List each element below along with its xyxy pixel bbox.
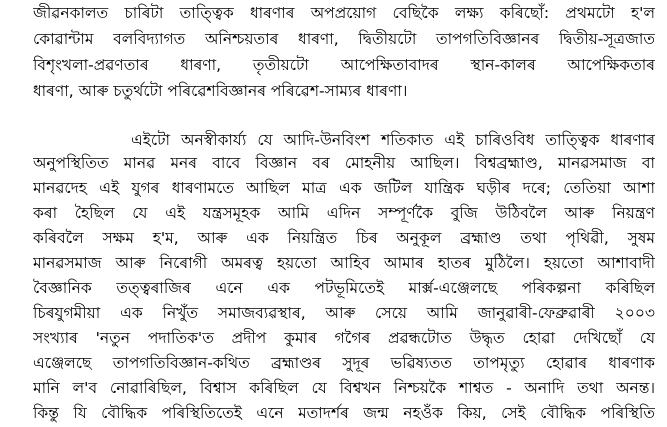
text-line: অনুপস্থিতিত মানৱ মনৰ বাবে বিজ্ঞান বৰ মোহনীয় আছিল। বিশ্বব্ৰহ্মাণ্ড, মানৱসমাজ বা (33, 154, 655, 172)
text-line: কিন্তু যি বৌদ্ধিক পৰিস্থিতিতেই এনে মতাদৰ্শৰ জন্ম নহওঁক কিয়, সেই বৌদ্ধিক পৰিস্থিতি (33, 404, 655, 422)
text-line: জীৱনকালত চাৰিটা তাত্ত্বিক ধাৰণাৰ অপপ্ৰয়োগ বেছিকৈ লক্ষ্য কৰিছোঁ: প্ৰথমটো হ'ল (33, 4, 655, 22)
text-line: বিশৃংখলা-প্ৰৱণতাৰ ধাৰণা, তৃতীয়টো আপেক্ষিতাবাদৰ স্থান-কালৰ আপেক্ষিকতাৰ (33, 56, 655, 74)
text-line: মানৱদেহ এই যুগৰ ধাৰণামতে আছিল মাত্ৰ এক জটিল যান্ত্ৰিক ঘড়ীৰ দৰে; তেতিয়া আশা (33, 179, 655, 197)
text-line: কৰা হৈছিল যে এই যন্ত্ৰসমূহক আমি এদিন সম্পূৰ্ণকৈ বুজি উঠিবলৈ আৰু নিয়ন্ত্ৰণ (33, 204, 655, 222)
text-line: এইটো অনস্বীকাৰ্য্য যে আদি-উনবিংশ শতিকাত এই চাৰিওবিধ তাত্ত্বিক ধাৰণাৰ (131, 131, 655, 149)
text-line: মানৱসমাজ আৰু নিৰোগী অমৰত্ব হয়তো আহিব আমাৰ হাতৰ মুঠিলৈ। হয়তো আশাবাদী (33, 254, 655, 272)
text-line: মানি ল'ব নোৱাৰিছিল, বিশ্বাস কৰিছিল যে বিশ্বখন নিশ্চয়কৈ শাশ্বত - অনাদি তথা অনন্ত। (33, 379, 655, 397)
text-line: ধাৰণা, আৰু চতুৰ্থটো পৰিৱেশবিজ্ঞানৰ পৰিৱেশ-সাম্যৰ ধাৰণা। (33, 82, 408, 100)
text-line: কৰিবলৈ সক্ষম হ'ম, আৰু এক নিয়ন্ত্ৰিত চিৰ অনুকূল ব্ৰহ্মাণ্ড তথা পৃথিৱী, সুষম (33, 229, 655, 247)
text-line: চিৰযুগমীয়া এক নিখুঁত সমাজব্যৱস্থাৰ, আৰু সেয়ে আমি জানুৱাৰী-ফেব্ৰুৱাৰী ২০০৩ (33, 304, 655, 322)
text-line: এঞ্জেলছে তাপগতিবিজ্ঞান-কথিত ব্ৰহ্মাণ্ডৰ সুদূৰ ভৱিষ্যতত তাপমৃত্যু হোৱাৰ ধাৰণাক (33, 354, 655, 372)
text-line: বৈজ্ঞানিক তত্ত্বৰাজিৰ এনে এক পটভূমিতেই মাৰ্ক্স-এঞ্জেলছে পৰিকল্পনা কৰিছিল (33, 279, 655, 297)
text-line: সংখ্যাৰ 'নতুন পদাতিক'ত প্ৰদীপ কুমাৰ গগৈৰ প্ৰৱন্ধটোত উদ্ধৃত হোৱা দেখিছোঁ যে (33, 329, 655, 347)
text-line: কোৱান্টাম বলবিদ্যাগত অনিশ্চয়তাৰ ধাৰণা, দ্বিতীয়টো তাপগতিবিজ্ঞানৰ দ্বিতীয়-সূত্ৰজাত (33, 30, 655, 48)
